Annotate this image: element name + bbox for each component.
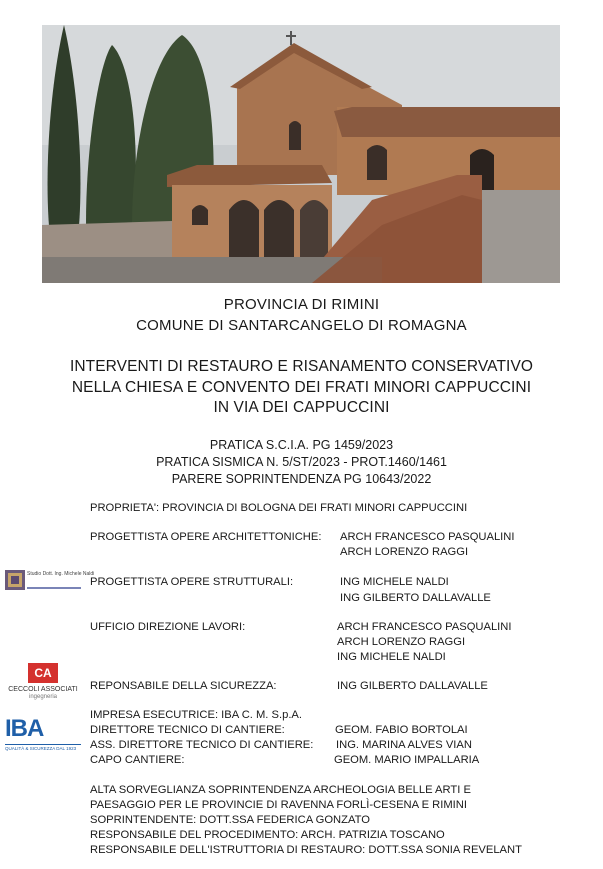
parere-soprintendenza: PARERE SOPRINTENDENZA PG 10643/2022 — [171, 472, 432, 486]
soprintendenza-line-1: ALTA SORVEGLIANZA SOPRINTENDENZA ARCHEOLOGIA BELLE ARTI E — [90, 784, 471, 796]
iba-sub: QUALITÀ & SICUREZZA DAL 1923 — [5, 746, 77, 751]
pratica-sismica: PRATICA SISMICA N. 5/ST/2023 - PROT.1460/1461 — [156, 455, 447, 469]
arch-label: PROGETTISTA OPERE ARCHITETTONICHE: — [90, 531, 322, 543]
arch-name-1: ARCH FRANCESCO PASQUALINI — [340, 531, 515, 543]
project-title-line-2: NELLA CHIESA E CONVENTO DEI FRATI MINORI CAPPUCCINI — [71, 379, 532, 396]
naldi-logo — [5, 570, 95, 590]
ceccoli-name: CECCOLI ASSOCIATI — [8, 686, 78, 693]
sicurezza-label: REPONSABILE DELLA SICUREZZA: — [90, 680, 277, 692]
dl-label: UFFICIO DIREZIONE LAVORI: — [90, 621, 246, 633]
arch-name-2: ARCH LORENZO RAGGI — [340, 546, 469, 558]
comune-title: COMUNE DI SANTARCANGELO DI ROMAGNA — [136, 317, 467, 334]
pratica-scia: PRATICA S.C.I.A. PG 1459/2023 — [209, 438, 394, 452]
sicurezza-name: ING GILBERTO DALLAVALLE — [337, 680, 488, 692]
soprintendenza-line-2: PAESAGGIO PER LE PROVINCIE DI RAVENNA FORLÌ-CESENA E RIMINI — [90, 799, 467, 811]
responsabile-istruttoria-line: RESPONSABILE DELL'ISTRUTTORIA DI RESTAURO: DOTT.SSA SONIA REVELANT — [90, 844, 522, 856]
strut-label: PROGETTISTA OPERE STRUTTURALI: — [90, 576, 294, 588]
strut-name-1: ING MICHELE NALDI — [340, 576, 449, 588]
cc-label: CAPO CANTIERE: — [90, 754, 185, 766]
responsabile-procedimento-line: RESPONSABILE DEL PROCEDIMENTO: ARCH. PATRIZIA TOSCANO — [90, 829, 445, 841]
church-photo — [42, 25, 560, 283]
strut-name-2: ING GILBERTO DALLAVALLE — [340, 592, 491, 604]
proprieta-line: PROPRIETA': PROVINCIA DI BOLOGNA DEI FRATI MINORI CAPPUCCINI — [90, 502, 468, 514]
iba-logo — [5, 715, 81, 757]
iba-mark: IBA — [5, 715, 44, 742]
province-title: PROVINCIA DI RIMINI — [223, 296, 380, 313]
cc-name: GEOM. MARIO IMPALLARIA — [334, 754, 480, 766]
dt-name: GEOM. FABIO BORTOLAI — [335, 724, 468, 736]
adt-label: ASS. DIRETTORE TECNICO DI CANTIERE: — [90, 739, 314, 751]
ceccoli-sub: ingegneria — [28, 694, 58, 700]
project-title-line-1: INTERVENTI DI RESTAURO E RISANAMENTO CONSERVATIVO — [69, 358, 534, 375]
project-title-line-3: IN VIA DEI CAPPUCCINI — [213, 399, 390, 416]
naldi-logo-text: Studio Dott. Ing. Michele Naldi — [27, 571, 95, 577]
ceccoli-mark: CA — [28, 663, 58, 683]
dl-name-2: ARCH LORENZO RAGGI — [337, 636, 466, 648]
dl-name-1: ARCH FRANCESCO PASQUALINI — [337, 621, 512, 633]
ceccoli-logo — [5, 663, 81, 703]
soprintendente-line: SOPRINTENDENTE: DOTT.SSA FEDERICA GONZATO — [90, 814, 370, 826]
impresa-line: IMPRESA ESECUTRICE: IBA C. M. S.p.A. — [90, 709, 302, 721]
dl-name-3: ING MICHELE NALDI — [337, 651, 446, 663]
dt-label: DIRETTORE TECNICO DI CANTIERE: — [90, 724, 285, 736]
adt-name: ING. MARINA ALVES VIAN — [336, 739, 472, 751]
